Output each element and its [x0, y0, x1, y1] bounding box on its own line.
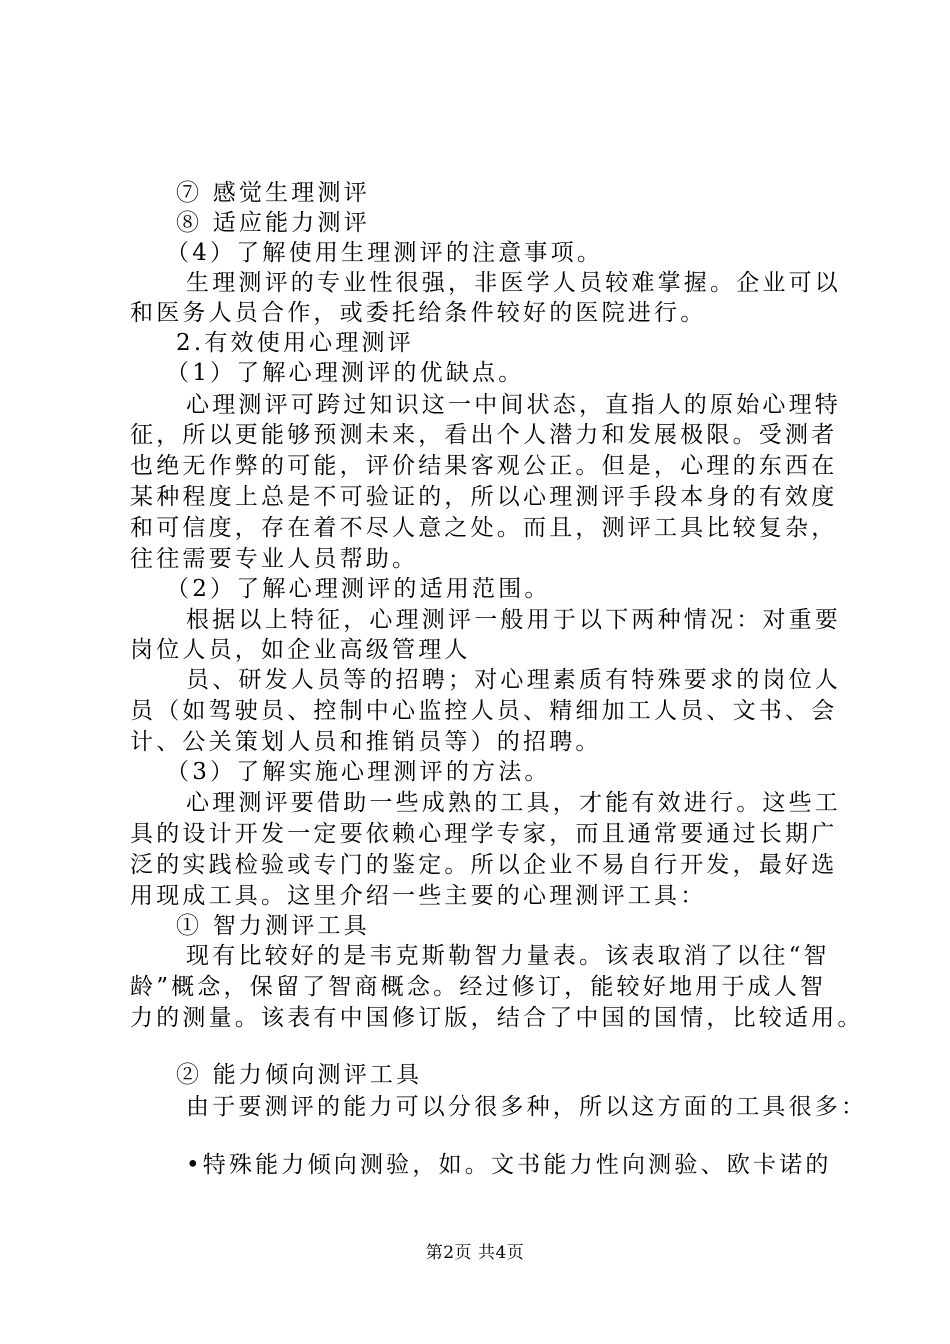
paragraph-line: 也绝无作弊的可能，评价结果客观公正。但是，心理的东西在: [130, 453, 838, 479]
subheading-methods: （3）了解实施心理测评的方法。: [166, 759, 551, 785]
paragraph-line: 和可信度，存在着不尽人意之处。而且，测评工具比较复杂，: [130, 515, 838, 541]
paragraph-line: 和医务人员合作，或委托给条件较好的医院进行。: [130, 300, 707, 326]
subheading-pros-cons: （1）了解心理测评的优缺点。: [166, 360, 525, 386]
list-item-intelligence-tools: ① 智力测评工具: [176, 913, 370, 939]
list-item-adaptability-test: ⑧ 适应能力测评: [176, 210, 370, 236]
paragraph-line: 龄”概念，保留了智商概念。经过修订，能较好地用于成人智: [130, 974, 827, 1000]
paragraph-line: 泛的实践检验或专门的鉴定。所以企业不易自行开发，最好选: [130, 852, 838, 878]
paragraph-line: 由于要测评的能力可以分很多种，所以这方面的工具很多：: [186, 1094, 868, 1120]
paragraph-line: 具的设计开发一定要依赖心理学专家，而且通常要通过长期广: [130, 821, 838, 847]
paragraph-line: 员（如驾驶员、控制中心监控人员、精细加工人员、文书、会: [130, 698, 838, 724]
list-item-aptitude-tools: ② 能力倾向测评工具: [176, 1062, 423, 1088]
paragraph-line: 心理测评可跨过知识这一中间状态，直指人的原始心理特: [186, 392, 841, 418]
subheading-scope: （2）了解心理测评的适用范围。: [166, 576, 551, 602]
bullet-item: •特殊能力倾向测验，如。文书能力性向测验、欧卡诺的: [186, 1152, 832, 1178]
paragraph-line: 根据以上特征，心理测评一般用于以下两种情况：对重要: [186, 607, 841, 633]
paragraph-line: 生理测评的专业性很强，非医学人员较难掌握。企业可以: [186, 270, 841, 296]
paragraph-line: 心理测评要借助一些成熟的工具，才能有效进行。这些工: [186, 790, 841, 816]
paragraph-line: 员、研发人员等的招聘；对心理素质有特殊要求的岗位人: [186, 667, 841, 693]
paragraph-line: 用现成工具。这里介绍一些主要的心理测评工具：: [130, 883, 707, 909]
subheading-physiology-notes: （4）了解使用生理测评的注意事项。: [166, 240, 604, 266]
paragraph-line: 往往需要专业人员帮助。: [130, 546, 419, 572]
section-heading-psych-test: 2.有效使用心理测评: [176, 330, 414, 356]
paragraph-line: 力的测量。该表有中国修订版，结合了中国的国情，比较适用。: [130, 1005, 864, 1031]
paragraph-line: 岗位人员，如企业高级管理人: [130, 637, 471, 663]
paragraph-line: 计、公关策划人员和推销员等）的招聘。: [130, 729, 602, 755]
paragraph-line: 现有比较好的是韦克斯勒智力量表。该表取消了以往“智: [186, 943, 830, 969]
paragraph-line: 某种程度上总是不可验证的，所以心理测评手段本身的有效度: [130, 484, 838, 510]
paragraph-line: 征，所以更能够预测未来，看出个人潜力和发展极限。受测者: [130, 422, 838, 448]
list-item-sensory-physiology-test: ⑦ 感觉生理测评: [176, 180, 370, 206]
page-footer: 第2页 共4页: [425, 1243, 525, 1263]
